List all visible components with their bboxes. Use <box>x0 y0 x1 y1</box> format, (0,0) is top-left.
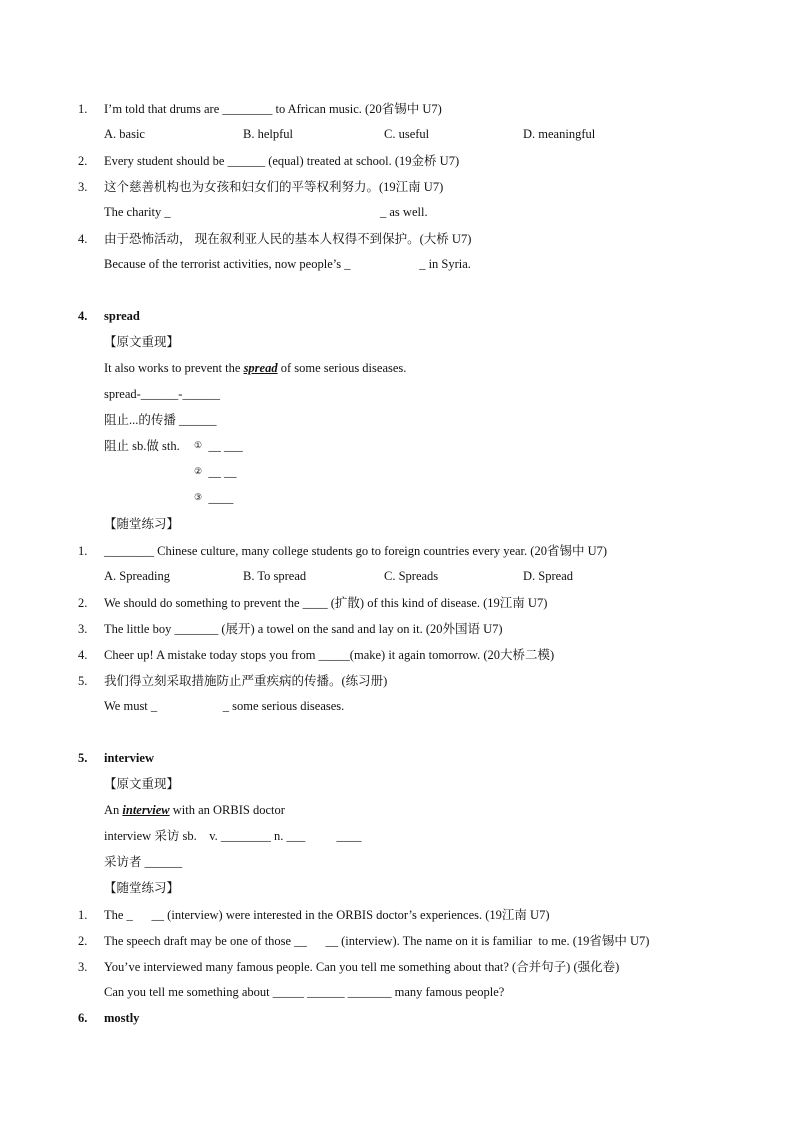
question-text: I’m told that drums are ________ to African music. (20省锡中 U7) <box>104 102 442 116</box>
answer-line: Because of the terrorist activities, now people’s _ _ in Syria. <box>104 257 471 271</box>
answer-line: We must _ _ some serious diseases. <box>104 699 345 713</box>
circled-marker: ② <box>194 466 203 476</box>
option-d: D. Spread <box>523 569 573 583</box>
option-a: A. basic <box>104 127 145 141</box>
original-text: of some serious diseases. <box>277 361 407 375</box>
item-number: 4. <box>78 232 88 246</box>
option-b: B. helpful <box>243 127 293 141</box>
original-sentence <box>104 360 406 376</box>
question-text: Every student should be ______ (equal) treated at school. (19金桥 U7) <box>104 154 460 168</box>
blank: __ ___ <box>208 439 243 453</box>
subheading-practice: 【随堂练习】 <box>104 881 180 895</box>
subheading-original: 【原文重现】 <box>104 335 180 349</box>
question-text: We should do something to prevent the ____ (扩散) of this kind of disease. (19江南 U7) <box>104 596 548 610</box>
item-number: 5. <box>78 674 88 688</box>
item-number: 1. <box>78 102 88 116</box>
question-text: The speech draft may be one of those __ __ (interview). The name on it is familiar to me. (19省锡中 U7) <box>104 934 650 948</box>
option-c: C. Spreads <box>384 569 439 583</box>
option-d: D. meaningful <box>523 127 596 141</box>
question-text: The little boy _______ (展开) a towel on the sand and lay on it. (20外国语 U7) <box>104 622 503 636</box>
original-text: An <box>104 803 123 817</box>
section-number: 4. <box>78 309 88 323</box>
question-text: 我们得立刻采取措施防止严重疾病的传播。(练习册) <box>104 674 388 688</box>
question-text: The _ __ (interview) were interested in the ORBIS doctor’s experiences. (19江南 U7) <box>104 908 550 922</box>
word-forms: spread-______-______ <box>104 387 220 401</box>
original-text: It also works to prevent the <box>104 361 244 375</box>
question-text: ________ Chinese culture, many college students go to foreign countries every year. (20省锡中 U7) <box>104 544 608 558</box>
question-text: 由于恐怖活动， 现在叙利亚人民的基本人权得不到保护。(大桥 U7) <box>104 232 472 246</box>
blank-item <box>194 464 236 481</box>
section-title: interview <box>104 751 154 765</box>
blank: ____ <box>208 491 234 505</box>
blank-item <box>194 490 233 507</box>
word-forms: interview 采访 sb. v. ________ n. ___ ____ <box>104 829 362 843</box>
subheading-original: 【原文重现】 <box>104 777 180 791</box>
option-a: A. Spreading <box>104 569 170 583</box>
option-b: B. To spread <box>243 569 307 583</box>
section-number: 5. <box>78 751 88 765</box>
item-number: 3. <box>78 960 88 974</box>
phrase: 阻止...的传播 ______ <box>104 413 217 427</box>
blank-item <box>194 438 243 455</box>
item-number: 2. <box>78 596 88 610</box>
item-number: 3. <box>78 180 88 194</box>
item-number: 3. <box>78 622 88 636</box>
section-title: spread <box>104 309 140 323</box>
section-title: mostly <box>104 1011 140 1025</box>
original-sentence <box>104 802 285 818</box>
option-c: C. useful <box>384 127 430 141</box>
answer-line: The charity _ _ as well. <box>104 205 428 219</box>
question-text: You’ve interviewed many famous people. Can you tell me something about that? (合并句子) (强化卷) <box>104 960 620 974</box>
question-text: Cheer up! A mistake today stops you from _____(make) it again tomorrow. (20大桥二模) <box>104 648 555 662</box>
subheading-practice: 【随堂练习】 <box>104 517 180 531</box>
item-number: 2. <box>78 154 88 168</box>
item-number: 1. <box>78 544 88 558</box>
item-number: 4. <box>78 648 88 662</box>
keyword: interview <box>122 803 170 817</box>
phrase: 采访者 ______ <box>104 855 183 869</box>
answer-line: Can you tell me something about _____ ______ _______ many famous people? <box>104 985 505 999</box>
item-number: 1. <box>78 908 88 922</box>
item-number: 2. <box>78 934 88 948</box>
keyword: spread <box>243 361 278 375</box>
question-text: 这个慈善机构也为女孩和妇女们的平等权利努力。(19江南 U7) <box>104 180 444 194</box>
blank: __ __ <box>208 465 237 479</box>
original-text: with an ORBIS doctor <box>169 803 285 817</box>
circled-marker: ③ <box>194 492 203 502</box>
circled-marker: ① <box>194 440 203 450</box>
phrase-label: 阻止 sb.做 sth. <box>104 439 180 453</box>
section-number: 6. <box>78 1011 88 1025</box>
